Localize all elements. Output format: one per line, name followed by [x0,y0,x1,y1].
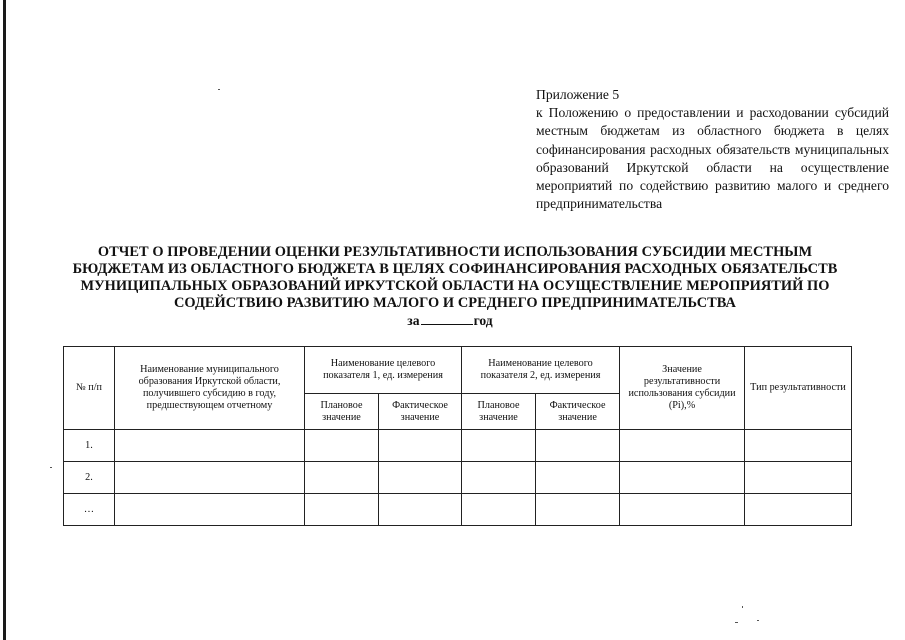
cell-empty [115,494,305,526]
cell-empty [620,430,745,462]
row-number: 2. [64,462,115,494]
cell-empty [379,462,462,494]
cell-empty [462,430,536,462]
scan-speck [757,620,759,621]
cell-empty [305,494,379,526]
header-indicator-1: Наименование целевого показателя 1, ед. измерения [305,347,462,394]
scan-speck [50,467,52,468]
header-planned-2: Плановое значение [462,394,536,430]
scan-speck [742,606,743,608]
header-planned-1: Плановое значение [305,394,379,430]
cell-empty [115,462,305,494]
cell-empty [536,494,620,526]
cell-empty [379,430,462,462]
cell-empty [536,462,620,494]
header-row-1 [64,347,852,394]
header-municipality: Наименование муниципального образования Иркутской области, получившего субсидию в году, предшествующем отчетному [115,347,305,430]
scan-speck [218,89,220,90]
header-actual-1: Фактическое значение [379,394,462,430]
cell-empty [620,494,745,526]
cell-empty [745,430,852,462]
appendix-text: к Положению о предоставлении и расходовании субсидий местным бюджетам из областного бюджета в целях софинансирования расходных обязательств муниципальных образований Иркутской области на осуществление мероприятий по содействию развитию малого и среднего предпринимательства [536,105,889,212]
header-actual-2: Фактическое значение [536,394,620,430]
report-title: ОТЧЕТ О ПРОВЕДЕНИИ ОЦЕНКИ РЕЗУЛЬТАТИВНОСТИ ИСПОЛЬЗОВАНИЯ СУБСИДИИ МЕСТНЫМ БЮДЖЕТАМ ИЗ ОБЛАСТНОГО БЮДЖЕТА В ЦЕЛЯХ СОФИНАНСИРОВАНИЯ РАСХОДНЫХ ОБЯЗАТЕЛЬСТВ МУНИЦИПАЛЬНЫХ ОБРАЗОВАНИЙ ИРКУТСКОЙ ОБЛАСТИ НА ОСУЩЕСТВЛЕНИЕ МЕРОПРИЯТИЙ ПО СОДЕЙСТВИЮ РАЗВИТИЮ МАЛОГО И СРЕДНЕГО ПРЕДПРИНИМАТЕЛЬСТВА [72,244,838,311]
period-year-blank [421,313,473,325]
cell-empty [745,462,852,494]
cell-empty [745,494,852,526]
cell-empty [305,430,379,462]
appendix-title: Приложение 5 [536,87,620,102]
table-row [64,494,852,526]
cell-empty [115,430,305,462]
row-number: … [64,494,115,526]
cell-empty [462,462,536,494]
header-indicator-2: Наименование целевого показателя 2, ед. измерения [462,347,620,394]
table-row [64,430,852,462]
scan-edge-line [3,0,6,640]
cell-empty [620,462,745,494]
cell-empty [379,494,462,526]
header-effectiveness: Значение результативности использования субсидии (Pi),% [620,347,745,430]
appendix-note [536,86,889,213]
report-table [63,346,852,526]
cell-empty [305,462,379,494]
period-suffix: год [473,313,493,328]
header-type: Тип результативности [745,347,852,430]
row-number: 1. [64,430,115,462]
scan-speck [735,622,738,623]
report-period [300,313,600,329]
header-num: № п/п [64,347,115,430]
period-prefix: за [407,313,420,328]
cell-empty [536,430,620,462]
table-row [64,462,852,494]
cell-empty [462,494,536,526]
